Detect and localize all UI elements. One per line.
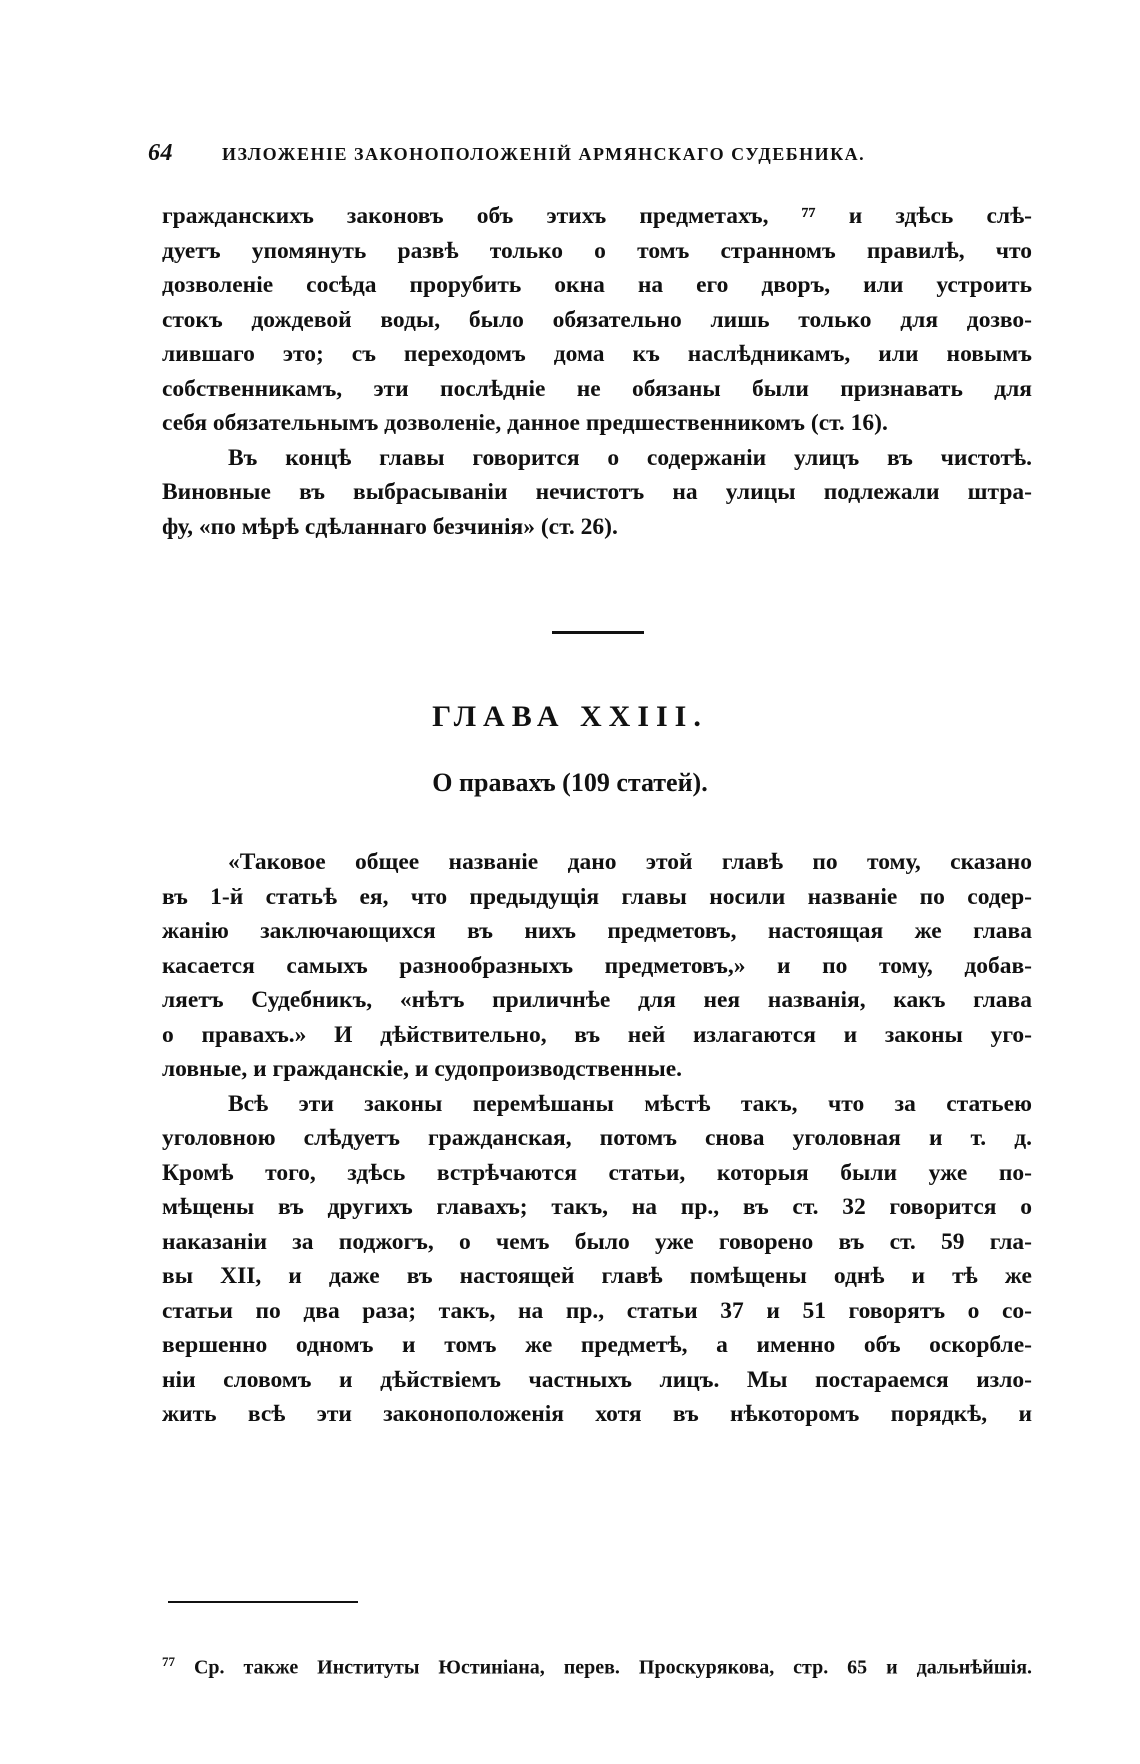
text-block-main	[162, 845, 1032, 1432]
footnote-rule	[168, 1601, 358, 1603]
text-line: Въ концѣ главы говорится о содержаніи улицъ въ чистотѣ.	[228, 444, 1032, 471]
text-line: мѣщены въ другихъ главахъ; такъ, на пр., въ ст. 32 говорится о	[162, 1194, 1032, 1220]
text-line: фу, «по мѣрѣ сдѣланнаго безчинія» (ст. 26).	[162, 513, 618, 540]
text-line: Кромѣ того, здѣсь встрѣчаются статьи, которыя были уже по-	[162, 1159, 1032, 1186]
text-line: статьи по два раза; такъ, на пр., статьи 37 и 51 говорятъ о со-	[162, 1297, 1032, 1324]
text-line: себя обязательнымъ дозволеніе, данное предшественникомъ (ст. 16).	[162, 410, 888, 436]
text-line: ляетъ Судебникъ, «нѣтъ приличнѣе для нея названія, какъ глава	[162, 987, 1032, 1013]
text-line: «Таковое общее названіе дано этой главѣ по тому, сказано	[228, 849, 1032, 875]
text-line: ніи словомъ и дѣйствіемъ частныхъ лицъ. Мы постараемся изло-	[162, 1366, 1032, 1393]
text-line: дуетъ упомянуть развѣ только о томъ странномъ правилѣ, что	[162, 237, 1032, 264]
running-header	[148, 140, 938, 167]
text-block-top	[162, 199, 1032, 544]
text-line: дозволеніе сосѣда прорубить окна на его дворъ, или устроить	[162, 272, 1032, 298]
text-line: ловные, и гражданскіе, и судопроизводственные.	[162, 1056, 683, 1082]
text-line: въ 1-й статьѣ ея, что предыдущія главы носили названіе по содер-	[162, 883, 1032, 910]
page-number: 64	[148, 140, 173, 166]
text-line: Виновные въ выбрасываніи нечистотъ на улицы подлежали штра-	[162, 479, 1032, 505]
text-line: жить всѣ эти законоположенія хотя въ нѣкоторомъ порядкѣ, и	[162, 1401, 1032, 1427]
text-line: уголовною слѣдуетъ гражданская, потомъ снова уголовная и т. д.	[162, 1125, 1032, 1151]
text-line: о правахъ.» И дѣйствительно, въ ней излагаются и законы уго-	[162, 1021, 1032, 1048]
text-line: касается самыхъ разнообразныхъ предметовъ,» и по тому, добав-	[162, 952, 1032, 979]
text-line: гражданскихъ законовъ объ этихъ предметахъ, ⁷⁷ и здѣсь слѣ-	[162, 203, 1032, 229]
text-line: стокъ дождевой воды, было обязательно лишь только для дозво-	[162, 306, 1032, 333]
footnote-text: Ср. также Институты Юстиніана, перев. Проскурякова, стр. 65 и дальнѣйшія.	[193, 1656, 1033, 1679]
text-line: Всѣ эти законы перемѣшаны мѣстѣ такъ, что за статьею	[228, 1090, 1032, 1117]
text-line: наказаніи за поджогъ, о чемъ было уже говорено въ ст. 59 гла-	[162, 1228, 1032, 1255]
text-line: вершенно одномъ и томъ же предметѣ, а именно объ оскорбле-	[162, 1332, 1032, 1358]
text-line: лившаго это; съ переходомъ дома къ наслѣдникамъ, или новымъ	[162, 341, 1032, 367]
section-divider	[552, 631, 644, 634]
text-line: жанію заключающихся въ нихъ предметовъ, настоящая же глава	[162, 918, 1032, 944]
chapter-subtitle: О правахъ (109 статей).	[432, 768, 708, 797]
footnote-mark: 77	[162, 1654, 175, 1669]
text-line: собственникамъ, эти послѣдніе не обязаны были признавать для	[162, 375, 1032, 402]
running-title: ИЗЛОЖЕНІЕ ЗАКОНОПОЛОЖЕНІЙ АРМЯНСКАГО СУДЕБНИКА.	[222, 144, 866, 164]
footnote	[162, 1654, 1032, 1680]
chapter-title: ГЛАВА XXIII.	[432, 700, 708, 733]
text-line: вы XII, и даже въ настоящей главѣ помѣщены однѣ и тѣ же	[162, 1263, 1032, 1289]
